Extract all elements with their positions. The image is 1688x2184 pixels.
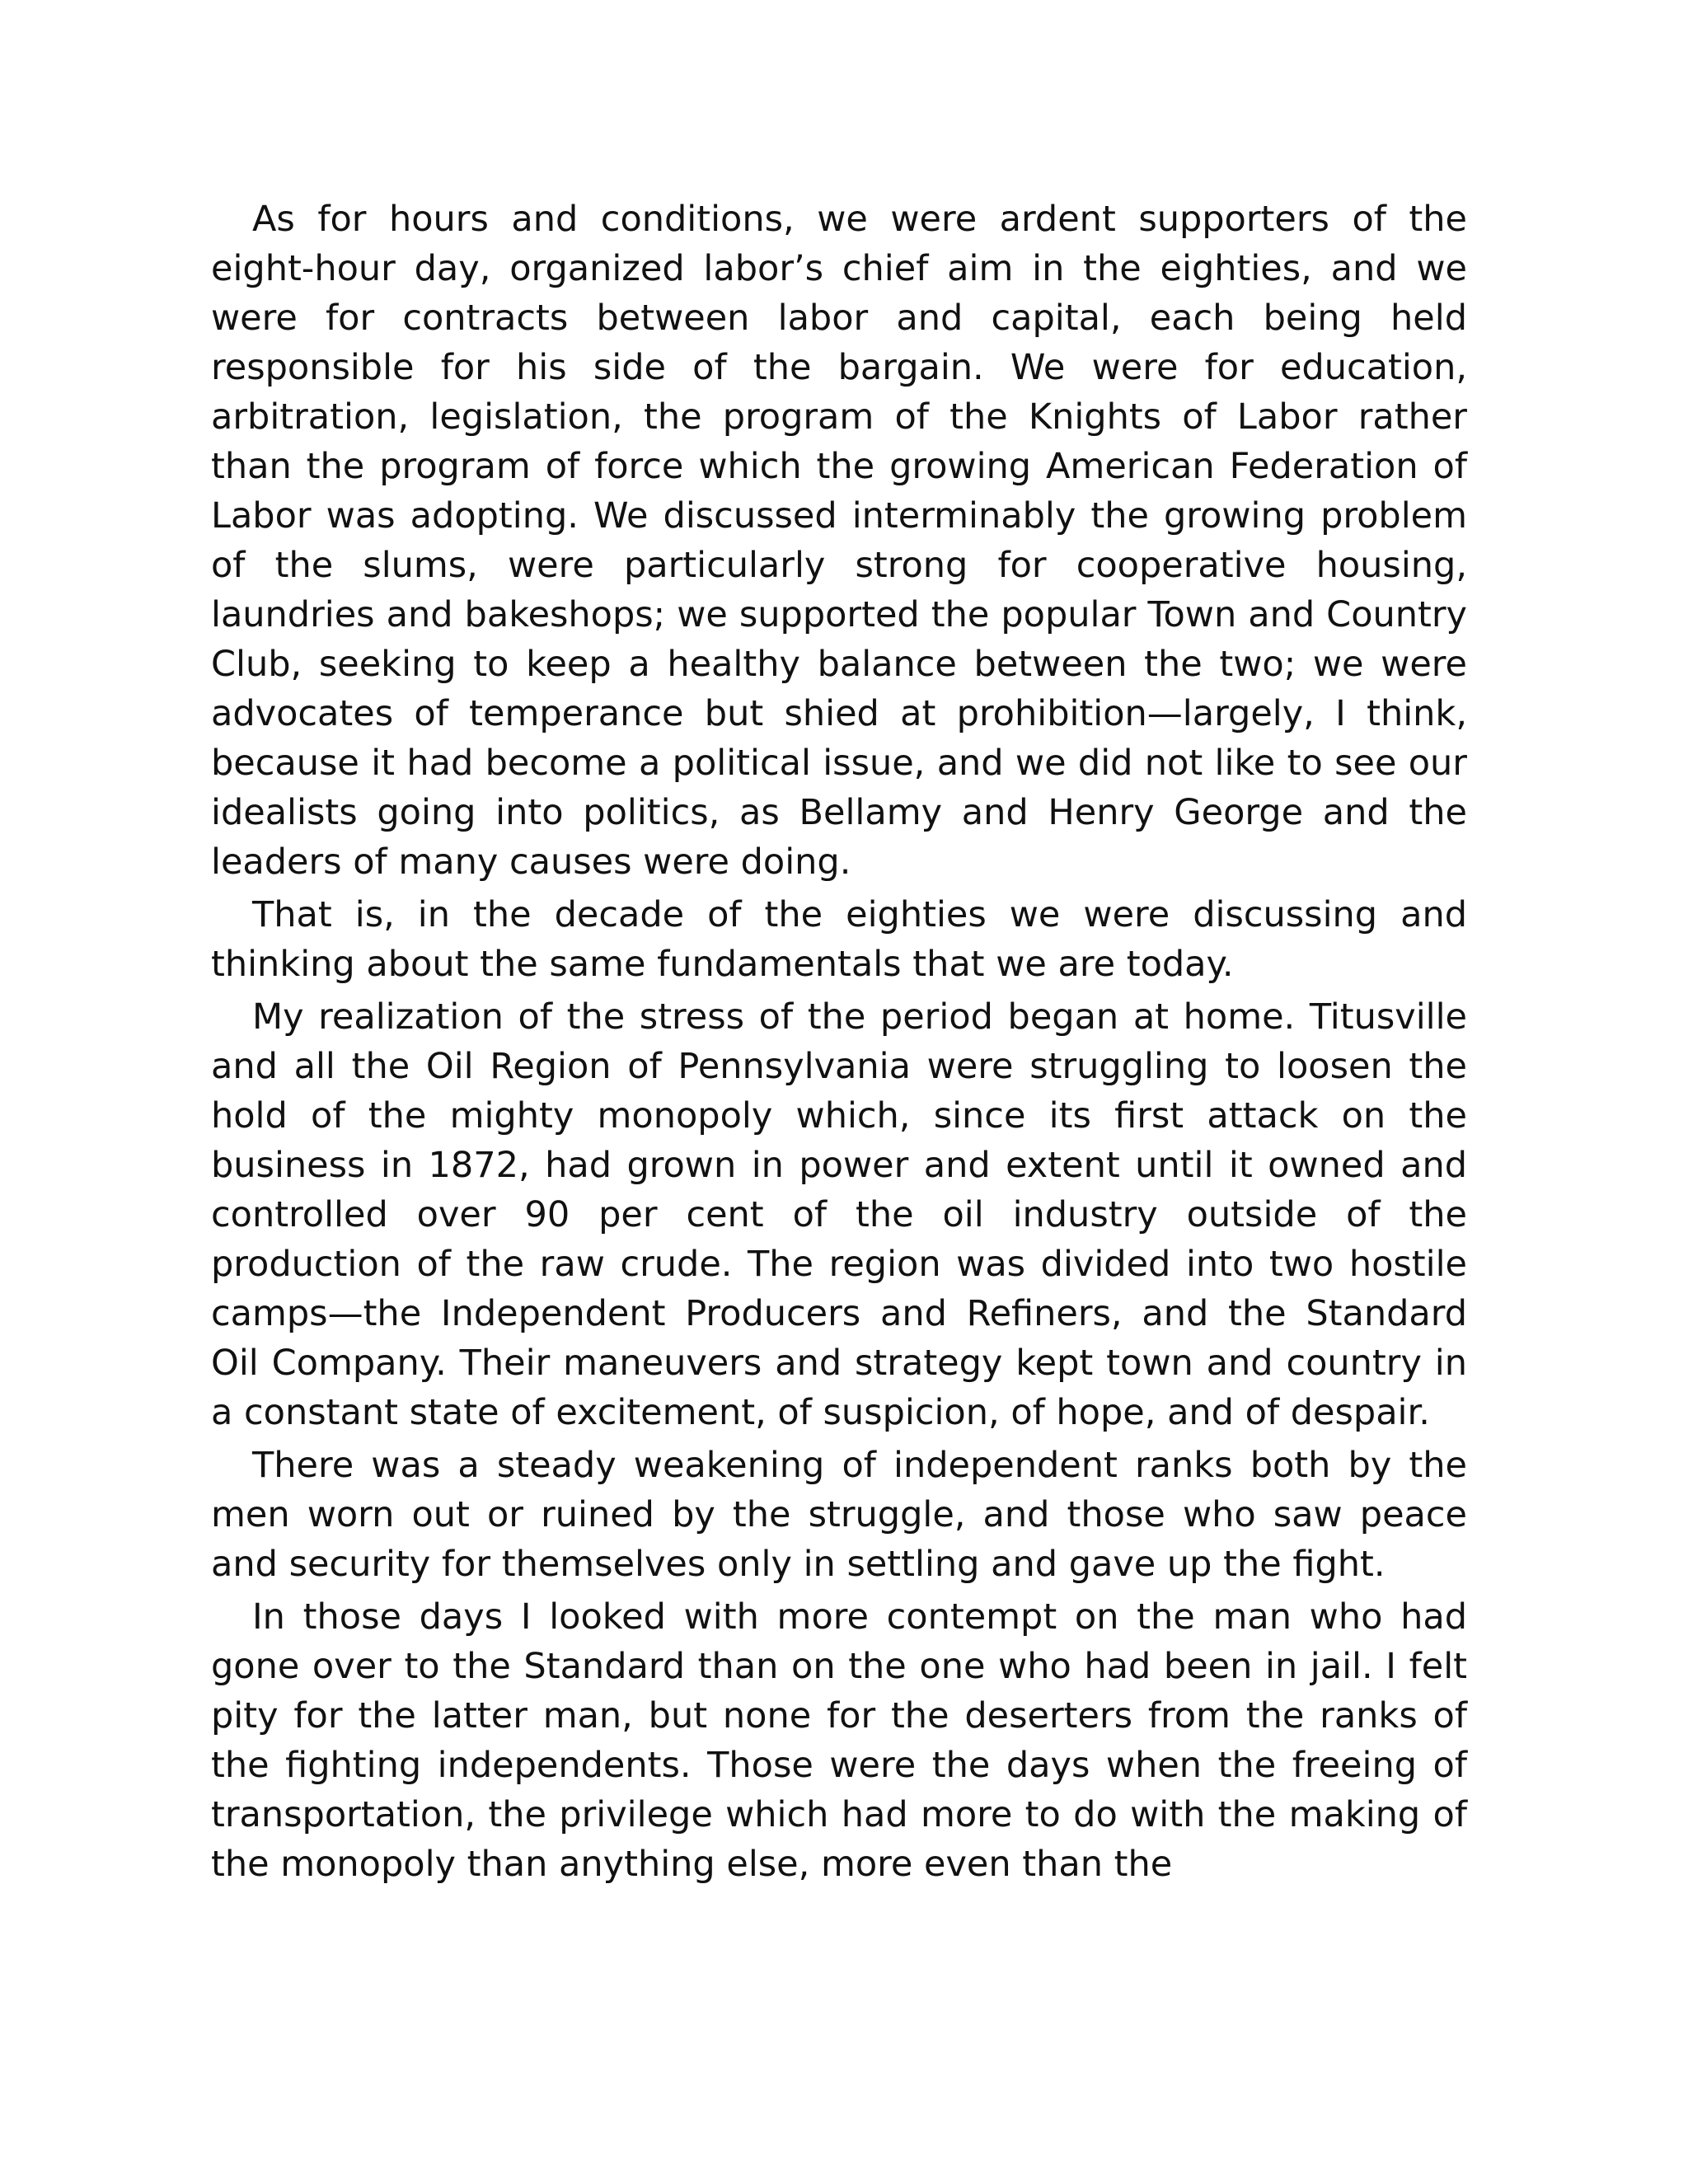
paragraph-stress-of-period: My realization of the stress of the period began at home. Titusville and all the Oil Region of Pennsylvania were struggling to loosen the hold of the mighty monopoly which, since its first attack on the business in 1872, had grown in power and extent until it owned and controlled over 90 per cent of the oil industry outside of the production of the raw crude. The region was divided into two hostile camps—the Independent Producers and Refiners, and the Standard Oil Company. Their maneuvers and strategy kept town and country in a constant state of excitement, of suspicion, of hope, and of despair. — [211, 996, 1467, 1433]
paragraph-weakening-of-ranks: There was a steady weakening of independent ranks both by the men worn out or ruined by the struggle, and those who saw peace and security for themselves only in settling and gave up the fight. — [211, 1445, 1467, 1585]
body-text — [211, 194, 1467, 1889]
paragraph-decade-of-eighties: That is, in the decade of the eighties we were discussing and thinking about the same fundamentals that we are today. — [211, 894, 1467, 985]
paragraph-hours-and-conditions: As for hours and conditions, we were ardent supporters of the eight-hour day, organized labor’s chief aim in the eighties, and we were for contracts between labor and capital, each being held responsible for his side of the bargain. We were for education, arbitration, legislation, the program of the Knights of Labor rather than the program of force which the growing American Federation of Labor was adopting. We discussed interminably the growing problem of the slums, were particularly strong for cooperative housing, laundries and bakeshops; we supported the popular Town and Country Club, seeking to keep a healthy balance between the two; we were advocates of temperance but shied at prohibition—largely, I think, because it had become a political issue, and we did not like to see our idealists going into politics, as Bellamy and Henry George and the leaders of many causes were doing. — [211, 199, 1467, 883]
paragraph-contempt-for-deserters: In those days I looked with more contempt on the man who had gone over to the Standard than on the one who had been in jail. I felt pity for the latter man, but none for the deserters from the ranks of the fighting independents. Those were the days when the freeing of transportation, the privilege which had more to do with the making of the monopoly than anything else, more even than the — [211, 1596, 1467, 1885]
